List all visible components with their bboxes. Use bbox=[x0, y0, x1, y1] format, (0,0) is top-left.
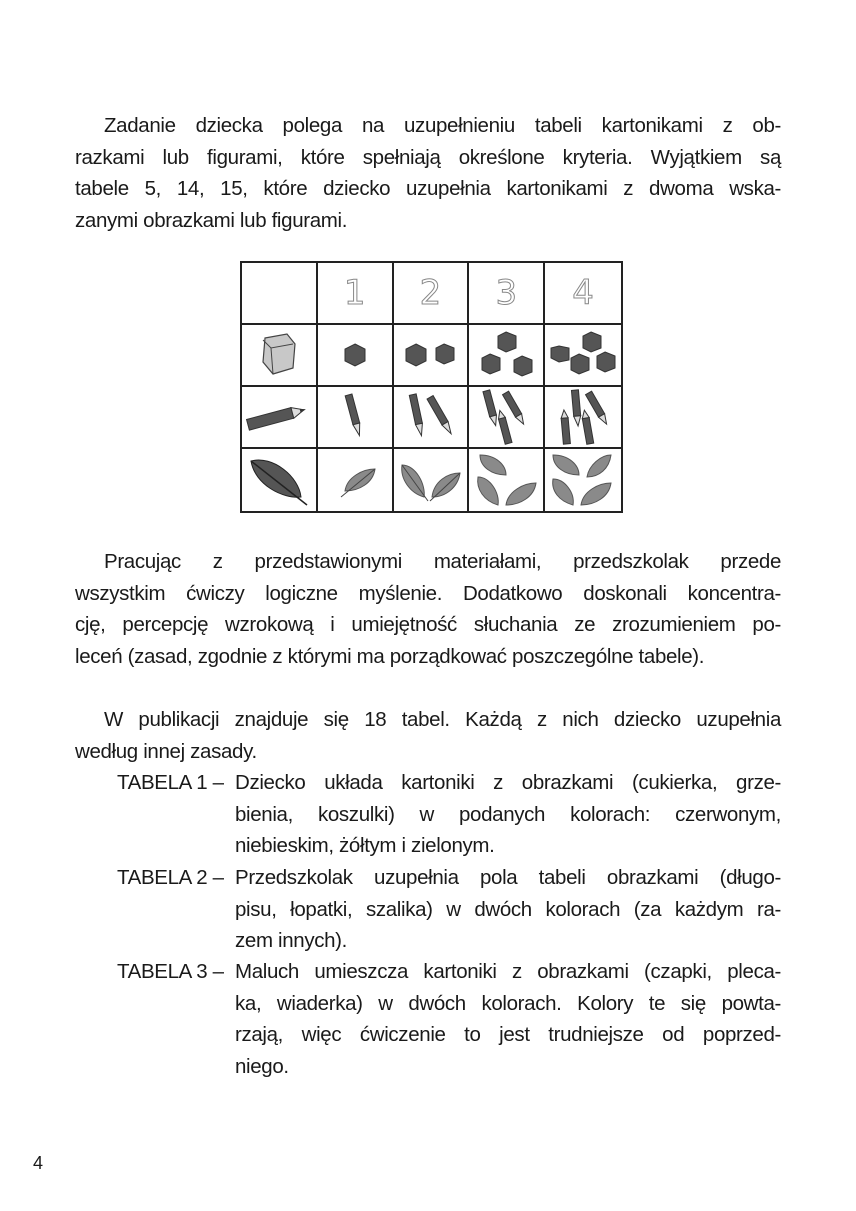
cube-icon bbox=[394, 325, 470, 387]
leaf-icon bbox=[242, 449, 318, 511]
intro-paragraph bbox=[75, 110, 781, 236]
pencil-icon bbox=[318, 387, 394, 449]
column-number: 4 bbox=[572, 273, 594, 313]
column-number: 3 bbox=[495, 273, 518, 313]
leaf-icon bbox=[545, 449, 621, 511]
leaf-icon bbox=[318, 449, 394, 511]
text-line: ka, wiaderka) w dwóch kolorach. Kolory te się powta- bbox=[235, 991, 781, 1015]
column-number: 1 bbox=[343, 273, 366, 313]
cube-icon bbox=[318, 325, 394, 387]
text-line: Zadanie dziecka polega na uzupełnieniu tabeli kartonikami z ob- bbox=[104, 114, 781, 137]
leaf-icon bbox=[469, 449, 545, 511]
pencil-icon bbox=[469, 387, 545, 449]
pencil-icon bbox=[545, 387, 621, 449]
text-line: rzają, więc ćwiczenie to jest trudniejsze od poprzed- bbox=[235, 1023, 781, 1047]
table-description-3 bbox=[117, 956, 781, 1082]
pencil-icon bbox=[242, 387, 318, 449]
leaf-icon bbox=[394, 449, 470, 511]
entry-label: TABELA 1 – bbox=[117, 771, 224, 794]
text-line: niego. bbox=[235, 1054, 289, 1078]
text-line: zanymi obrazkami lub figurami. bbox=[75, 208, 348, 232]
table-description-2 bbox=[117, 862, 781, 957]
entry-label: TABELA 2 – bbox=[117, 866, 224, 889]
publication-paragraph bbox=[75, 704, 781, 767]
cube-icon bbox=[545, 325, 621, 387]
text-line: cję, percepcję wzrokową i umiejętność słuchania ze zrozumieniem po- bbox=[75, 613, 781, 637]
text-line: niebieskim, żółtym i zielonym. bbox=[235, 834, 495, 858]
text-line: tabele 5, 14, 15, które dziecko uzupełnia kartonikami z dwoma wska- bbox=[75, 177, 781, 201]
text-line: zem innych). bbox=[235, 929, 348, 953]
skills-paragraph bbox=[75, 546, 781, 672]
text-line: według innej zasady. bbox=[75, 739, 257, 763]
cube-icon bbox=[469, 325, 545, 387]
text-line: bienia, koszulki) w podanych kolorach: czerwonym, bbox=[235, 802, 781, 826]
entry-label: TABELA 3 – bbox=[117, 960, 224, 983]
pencil-icon bbox=[394, 387, 470, 449]
text-line: Pracując z przedstawionymi materiałami, przedszkolak przede bbox=[104, 550, 781, 573]
text-line: Dziecko układa kartoniki z obrazkami (cukierka, grze- bbox=[235, 771, 781, 794]
text-line: wszystkim ćwiczy logiczne myślenie. Dodatkowo doskonali koncentra- bbox=[75, 581, 781, 605]
text-line: razkami lub figurami, które spełniają określone kryteria. Wyjątkiem są bbox=[75, 145, 781, 169]
text-line: Przedszkolak uzupełnia pola tabeli obrazkami (długo- bbox=[235, 866, 781, 889]
cube-icon bbox=[242, 325, 318, 387]
example-table bbox=[240, 261, 623, 513]
table-description-1 bbox=[117, 767, 781, 862]
text-line: pisu, łopatki, szalika) w dwóch kolorach (za każdym ra- bbox=[235, 897, 781, 921]
page-number: 4 bbox=[33, 1153, 44, 1173]
text-line: W publikacji znajduje się 18 tabel. Każdą z nich dziecko uzupełnia bbox=[104, 708, 781, 731]
text-line: leceń (zasad, zgodnie z którymi ma porządkować poszczególne tabele). bbox=[75, 644, 705, 668]
table-corner-cell bbox=[242, 263, 318, 325]
column-number: 2 bbox=[419, 273, 442, 313]
text-line: Maluch umieszcza kartoniki z obrazkami (czapki, pleca- bbox=[235, 960, 781, 983]
